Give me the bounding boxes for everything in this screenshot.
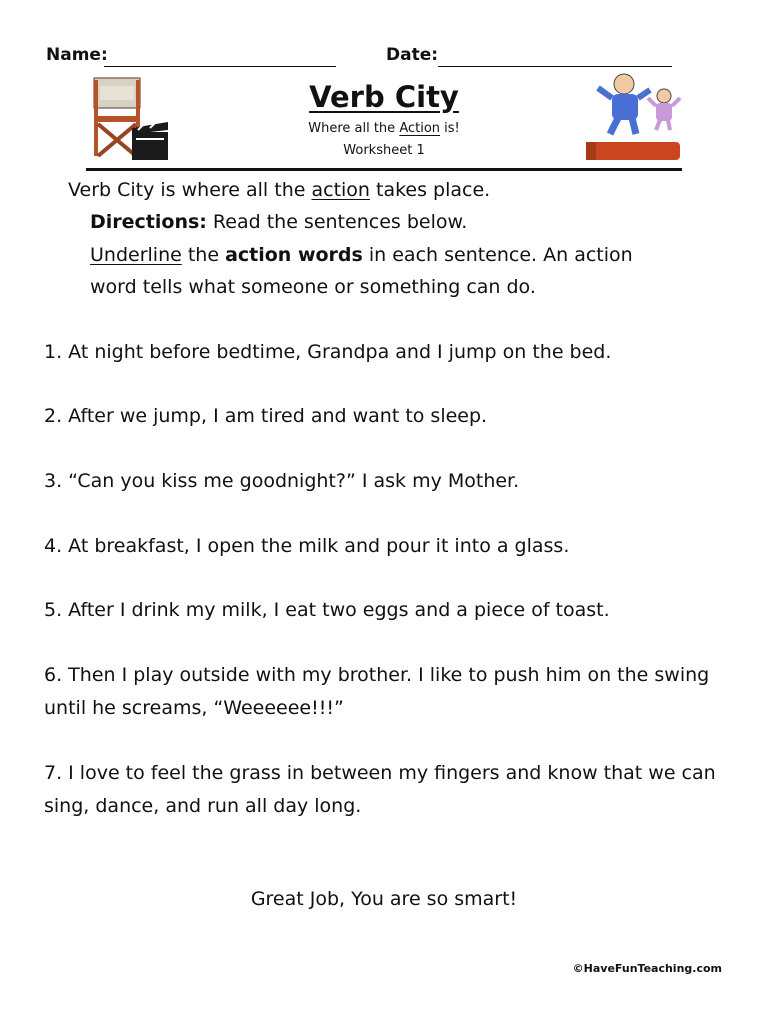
header-divider: [86, 168, 682, 171]
sentence-6[interactable]: 6. Then I play outside with my brother. I like to push him on the swing until he screams, “Weeeeee!!!”: [44, 664, 710, 719]
instructions-line: Underline the action words in each sentence. An action: [90, 244, 633, 266]
sentence-7[interactable]: 7. I love to feel the grass in between my fingers and know that we can sing, dance, and run all day long.: [44, 762, 716, 817]
sentence-5[interactable]: 5. After I drink my milk, I eat two eggs and a piece of toast.: [44, 599, 610, 621]
sentence-4[interactable]: 4. At breakfast, I open the milk and pour it into a glass.: [44, 535, 570, 557]
footer-credit: ©HaveFunTeaching.com: [572, 962, 722, 975]
date-blank[interactable]: [438, 66, 672, 67]
intro-line-1: Verb City is where all the action takes place.: [68, 179, 491, 201]
page-subtitle: Where all the Action is!: [308, 121, 460, 136]
instructions-line-2: word tells what someone or something can do.: [90, 276, 536, 298]
sentence-1[interactable]: 1. At night before bedtime, Grandpa and I jump on the bed.: [44, 341, 612, 363]
date-label: Date:: [386, 45, 439, 65]
page-title: Verb City: [309, 80, 459, 114]
worksheet-number: Worksheet 1: [343, 143, 425, 158]
closing-message: Great Job, You are so smart!: [250, 888, 518, 910]
name-blank[interactable]: [104, 66, 336, 67]
sentence-2[interactable]: 2. After we jump, I am tired and want to sleep.: [44, 405, 488, 427]
sentence-3[interactable]: 3. “Can you kiss me goodnight?” I ask my Mother.: [44, 470, 520, 492]
directions-line: Directions: Read the sentences below.: [90, 211, 468, 233]
name-label: Name:: [46, 45, 108, 65]
